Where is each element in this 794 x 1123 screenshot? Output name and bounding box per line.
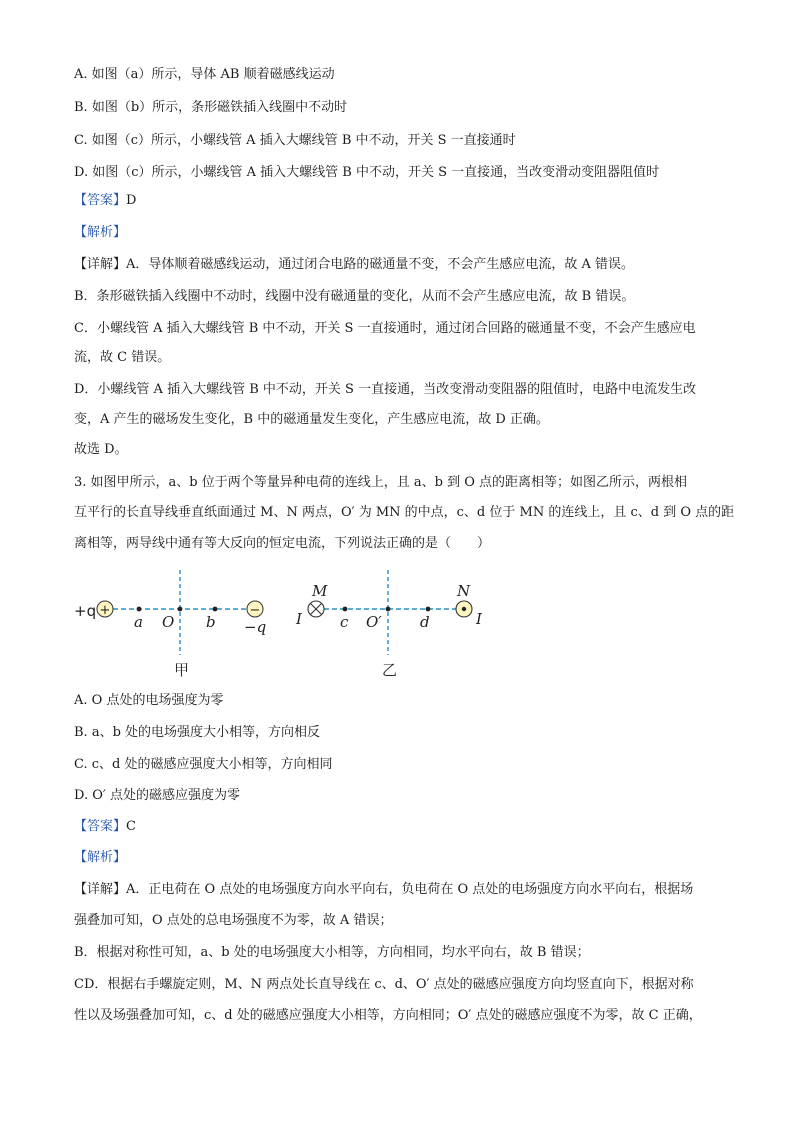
q3-explanation-2: 强叠加可知，O 点处的总电场强度不为零，故 A 错误； <box>74 913 393 928</box>
explanation-text: A．正电荷在 O 点处的电场强度方向水平向右，负电荷在 O 点处的电场强度方向水平向右，根据场 <box>126 882 694 897</box>
label-i-right: I <box>476 610 482 628</box>
q2-explanation-4: 流，故 C 错误。 <box>74 350 171 365</box>
label-d: d <box>420 613 430 631</box>
analysis-tag: 【解析】 <box>74 225 127 240</box>
q3-option-d: D. O′ 点处的磁感应强度为零 <box>74 788 240 803</box>
plus-sign: + <box>99 603 111 618</box>
point-c <box>343 607 348 612</box>
point-a <box>137 607 142 612</box>
q3-option-c: C. c、d 处的磁感应强度大小相等，方向相同 <box>74 757 333 772</box>
q2-option-a: A. 如图（a）所示，导体 AB 顺着磁感线运动 <box>74 67 335 82</box>
q3-explanation-4: CD．根据右手螺旋定则，M、N 两点处长直导线在 c、d、O′ 点处的磁感应强度方向均竖直向下，根据对称 <box>74 977 694 992</box>
label-i-left: I <box>296 610 302 628</box>
answer-value: C <box>126 819 136 834</box>
analysis-tag: 【解析】 <box>74 850 127 865</box>
q3-explanation-1 <box>74 881 693 899</box>
q2-option-c: C. 如图（c）所示，小螺线管 A 插入大螺线管 B 中不动，开关 S 一直接通时 <box>74 133 516 148</box>
q3-option-b: B. a、b 处的电场强度大小相等，方向相反 <box>74 725 321 740</box>
q2-option-d: D. 如图（c）所示，小螺线管 A 插入大螺线管 B 中不动，开关 S 一直接通，当改变滑动变阻器阻值时 <box>74 165 660 180</box>
detail-tag: 【详解】 <box>74 882 127 897</box>
label-b: b <box>206 613 216 631</box>
label-o-prime: O′ <box>366 613 382 631</box>
label-plus-q: +q <box>74 602 97 620</box>
label-minus-q: −q <box>244 618 267 636</box>
point-d <box>426 607 431 612</box>
q3-explanation-3: B．根据对称性可知，a、b 处的电场强度大小相等，方向相同，均水平向右，故 B 错误； <box>74 945 590 960</box>
point-o <box>178 607 183 612</box>
q2-explanation-3: C．小螺线管 A 插入大螺线管 B 中不动，开关 S 一直接通时，通过闭合回路的磁通量不变，不会产生感应电 <box>74 321 696 336</box>
q3-analysis-tag <box>74 849 126 867</box>
label-o: O <box>162 613 175 631</box>
label-a: a <box>134 613 143 631</box>
q3-explanation-5: 性以及场强叠加可知，c、d 处的磁感应强度大小相等，方向相同；O′ 点处的磁感应强度不为零，故 C 正确， <box>74 1008 702 1023</box>
explanation-text: A．导体顺着磁感线运动，通过闭合电路的磁通量不变，不会产生感应电流，故 A 错误。 <box>126 257 635 272</box>
label-c: c <box>340 613 349 631</box>
point-b <box>213 607 218 612</box>
q2-explanation-6: 变，A 产生的磁场发生变化，B 中的磁通量发生变化，产生感应电流，故 D 正确。 <box>74 412 549 427</box>
label-n: N <box>457 582 471 600</box>
figure-yi <box>295 570 483 679</box>
q2-conclusion: 故选 D。 <box>74 442 128 457</box>
minus-sign: − <box>249 603 261 618</box>
q3-answer <box>74 818 136 836</box>
label-m: M <box>312 582 328 600</box>
q2-explanation-5: D．小螺线管 A 插入大螺线管 B 中不动，开关 S 一直接通，当改变滑动变阻器的阻值时，电路中电流发生改 <box>74 382 697 397</box>
caption-jia: 甲 <box>174 661 190 679</box>
point-o-prime <box>386 607 391 612</box>
q3-option-a: A. O 点处的电场强度为零 <box>74 693 224 708</box>
q2-option-b: B. 如图（b）所示，条形磁铁插入线圈中不动时 <box>74 100 348 115</box>
q3-stem-3: 离相等，两导线中通有等大反向的恒定电流，下列说法正确的是（ ） <box>74 536 491 551</box>
q2-explanation-2: B．条形磁铁插入线圈中不动时，线圈中没有磁通量的变化，从而不会产生感应电流，故 B 错误。 <box>74 289 635 304</box>
figure-jia <box>74 570 266 679</box>
answer-value: D <box>126 193 137 208</box>
detail-tag: 【详解】 <box>74 257 127 272</box>
caption-yi: 乙 <box>382 661 398 679</box>
q3-stem-1: 3. 如图甲所示，a、b 位于两个等量异种电荷的连线上，且 a、b 到 O 点的距离相等；如图乙所示，两根相 <box>74 475 688 490</box>
q3-stem-2: 互平行的长直导线垂直纸面通过 M、N 两点，O′ 为 MN 的中点，c、d 位于 MN 的连线上，且 c、d 到 O 点的距 <box>74 505 735 520</box>
answer-tag: 【答案】 <box>74 819 127 834</box>
answer-tag: 【答案】 <box>74 193 127 208</box>
